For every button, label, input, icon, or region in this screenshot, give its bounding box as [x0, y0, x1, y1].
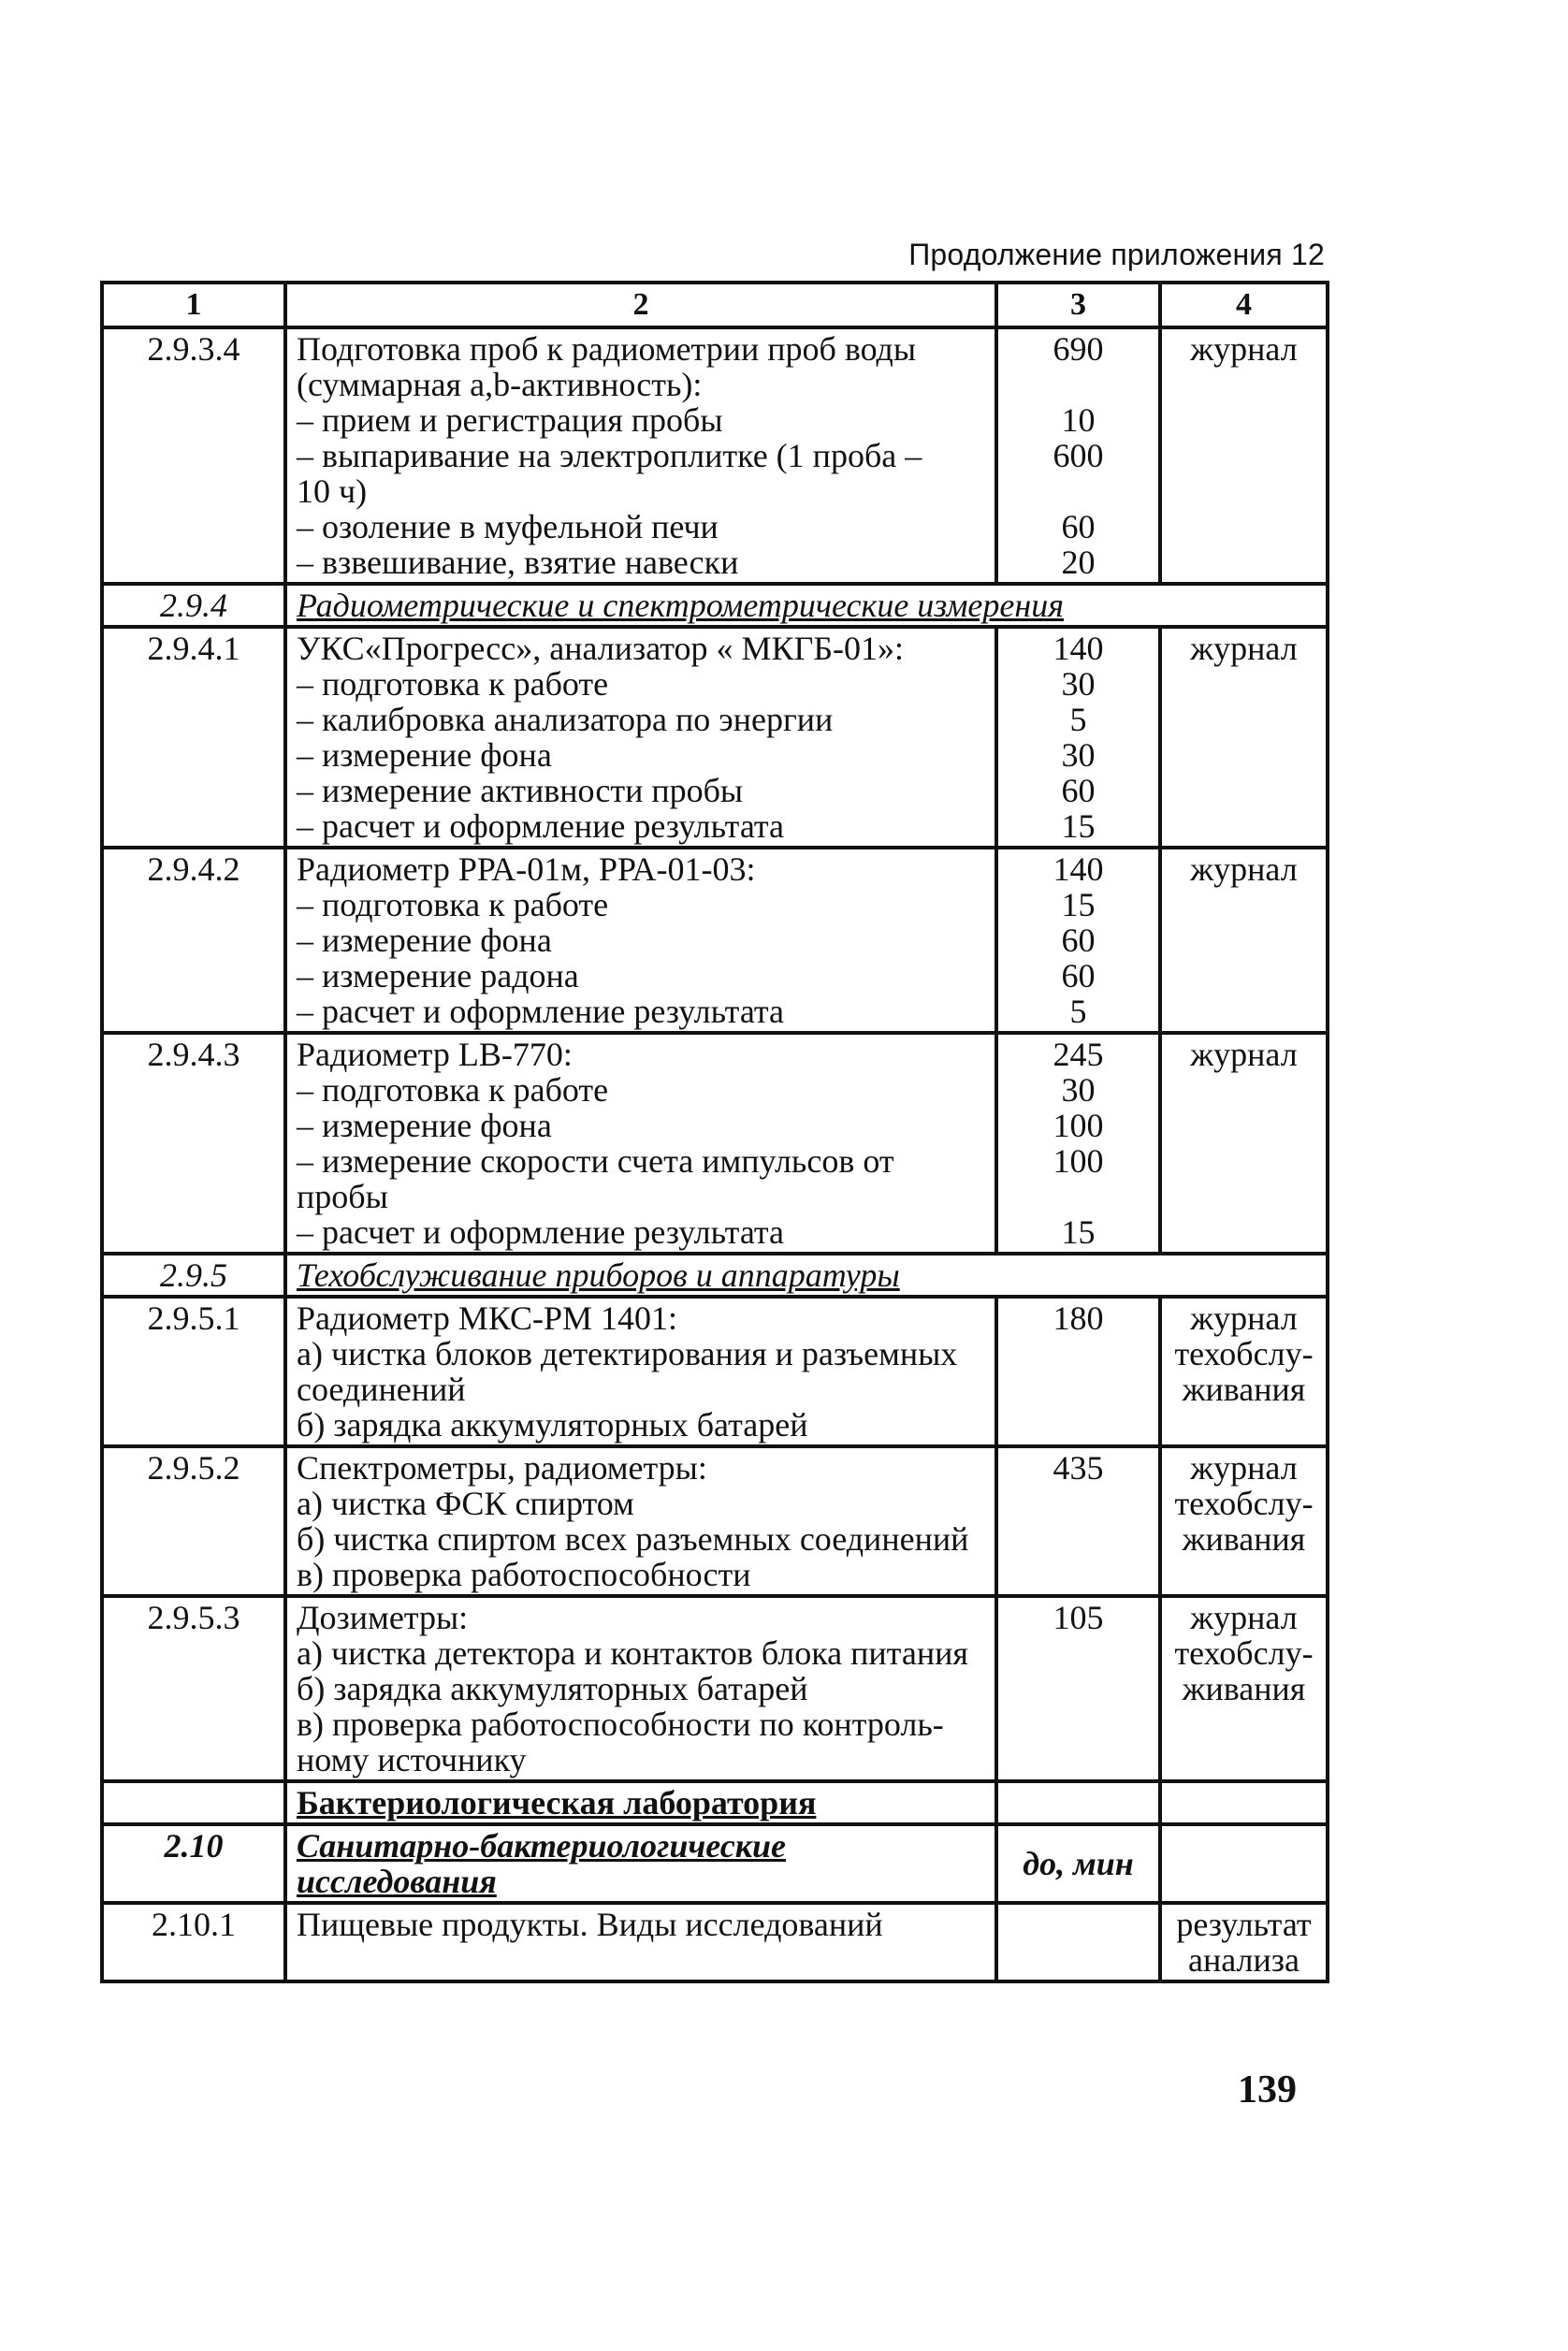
row-number-cell: [102, 1446, 285, 1596]
description-line: а) чистка детектора и контактов блока питания: [297, 1634, 968, 1672]
section-number-cell: [102, 1254, 285, 1297]
section-number: 2.9.5: [160, 1256, 227, 1294]
description-line: 10 ч): [297, 472, 368, 510]
row-number-cell: [102, 1033, 285, 1254]
time-value: [1008, 1706, 1149, 1742]
unit-label: до, мин: [1023, 1845, 1134, 1882]
time-value: [1008, 1336, 1149, 1371]
result-line: техобслу-: [1174, 1485, 1314, 1522]
time-cell: [996, 848, 1160, 1033]
table-row: [102, 1446, 1328, 1596]
time-value: 20: [1061, 544, 1096, 581]
time-value: [1008, 1407, 1149, 1443]
time-value: [1008, 1907, 1149, 1942]
time-value: 10: [1061, 401, 1096, 439]
table-row: [102, 848, 1328, 1033]
row-number-cell: [102, 627, 285, 848]
time-cell: [996, 1903, 1160, 1981]
description-line: УКС«Прогресс», анализатор « МКГБ-01»:: [297, 630, 905, 667]
description-line: – подготовка к работе: [297, 1071, 609, 1109]
time-value: [1008, 1671, 1149, 1706]
result-cell: [1160, 1903, 1328, 1981]
time-value: 180: [1053, 1299, 1104, 1337]
time-value: 30: [1061, 1071, 1096, 1109]
time-value: 435: [1053, 1449, 1104, 1487]
result-line: техобслу-: [1174, 1335, 1314, 1372]
work-norms-table: [100, 281, 1329, 1983]
result-cell: [1160, 327, 1328, 584]
table-row: [102, 1903, 1328, 1981]
result-line: журнал: [1190, 850, 1298, 888]
column-header: 2: [285, 283, 996, 327]
section-title-cell: [285, 584, 1328, 627]
description-line: б) зарядка аккумуляторных батарей: [297, 1670, 808, 1707]
time-value: 15: [1061, 1213, 1096, 1251]
time-cell: [996, 627, 1160, 848]
description-line: Радиометр МКС-РМ 1401:: [297, 1299, 677, 1337]
description-line: а) чистка ФСК спиртом: [297, 1485, 634, 1522]
row-number: 2.9.5.2: [147, 1449, 240, 1487]
result-line: результат: [1176, 1906, 1312, 1943]
time-value: 100: [1053, 1142, 1104, 1180]
description-line: ному источнику: [297, 1741, 527, 1778]
row-number-cell: [102, 1596, 285, 1781]
description-line: Спектрометры, радиометры:: [297, 1449, 707, 1487]
empty-cell: [1160, 1824, 1328, 1903]
section-number-cell: [102, 1824, 285, 1903]
time-value: [1008, 1179, 1149, 1214]
section-number-cell: [102, 584, 285, 627]
result-cell: [1160, 627, 1328, 848]
time-value: 105: [1053, 1599, 1104, 1636]
row-number: 2.9.4.3: [147, 1036, 240, 1073]
row-number: 2.9.5.1: [147, 1299, 240, 1337]
result-cell: [1160, 1297, 1328, 1446]
row-number: 2.9.4.2: [147, 850, 240, 888]
row-number: 2.10.1: [152, 1906, 236, 1943]
description-line: – подготовка к работе: [297, 665, 609, 703]
time-value: 30: [1061, 736, 1096, 774]
section-row: [102, 584, 1328, 627]
description-line: – измерение фона: [297, 1107, 552, 1144]
time-value: 100: [1053, 1107, 1104, 1144]
row-number-cell: [102, 327, 285, 584]
row-number-cell: [102, 848, 285, 1033]
section-title-cell: [285, 1824, 996, 1903]
section-row: [102, 1824, 1328, 1903]
time-value: 140: [1053, 850, 1104, 888]
description-cell: [285, 1903, 996, 1981]
time-value: 60: [1061, 922, 1096, 959]
description-line: – озоление в муфельной печи: [297, 508, 719, 545]
table-row: [102, 1033, 1328, 1254]
description-line: – измерение активности пробы: [297, 772, 744, 809]
section-title-line: Санитарно-бактериологические: [297, 1827, 787, 1865]
time-value: 60: [1061, 957, 1096, 994]
description-cell: [285, 1297, 996, 1446]
time-value: [1008, 1635, 1149, 1671]
description-line: – расчет и оформление результата: [297, 807, 785, 845]
result-cell: [1160, 1033, 1328, 1254]
result-line: журнал: [1190, 1599, 1298, 1636]
time-value: [1008, 1742, 1149, 1778]
result-line: журнал: [1190, 1036, 1298, 1073]
column-header: 3: [996, 283, 1160, 327]
result-line: анализа: [1188, 1941, 1299, 1979]
description-line: (суммарная a,b-активность):: [297, 366, 703, 403]
description-line: – измерение фона: [297, 922, 552, 959]
result-cell: [1160, 1596, 1328, 1781]
result-line: живания: [1182, 1670, 1306, 1707]
time-value: 60: [1061, 508, 1096, 545]
row-number-cell: [102, 1297, 285, 1446]
time-value: [1008, 1521, 1149, 1557]
time-value: 245: [1053, 1036, 1104, 1073]
section-title-line: исследования: [297, 1863, 497, 1900]
description-line: б) зарядка аккумуляторных батарей: [297, 1406, 808, 1444]
description-line: Радиометр РРА-01м, РРА-01-03:: [297, 850, 756, 888]
section-number: 2.9.4: [160, 587, 227, 624]
result-line: журнал: [1190, 1299, 1298, 1337]
laboratory-heading-row: [102, 1781, 1328, 1824]
description-cell: [285, 1596, 996, 1781]
description-line: – расчет и оформление результата: [297, 1213, 785, 1251]
result-line: журнал: [1190, 330, 1298, 368]
table-row: [102, 327, 1328, 584]
time-value: 5: [1069, 701, 1087, 738]
table-row: [102, 1596, 1328, 1781]
description-line: Радиометр LB-770:: [297, 1036, 573, 1073]
description-line: б) чистка спиртом всех разъемных соединений: [297, 1520, 969, 1558]
time-value: [1008, 1371, 1149, 1407]
result-line: живания: [1182, 1371, 1306, 1408]
result-line: журнал: [1190, 1449, 1298, 1487]
description-cell: [285, 627, 996, 848]
description-line: – измерение скорости счета импульсов от: [297, 1142, 894, 1180]
description-line: – измерение фона: [297, 736, 552, 774]
description-line: соединений: [297, 1371, 466, 1408]
description-line: – выпаривание на электроплитке (1 проба –: [297, 437, 922, 474]
description-line: в) проверка работоспособности по контроль-: [297, 1705, 944, 1743]
description-line: а) чистка блоков детектирования и разъемных: [297, 1335, 958, 1372]
description-line: Пищевые продукты. Виды исследований: [297, 1906, 883, 1943]
time-cell: [996, 1596, 1160, 1781]
description-line: – прием и регистрация пробы: [297, 401, 723, 439]
section-number: 2.10: [164, 1827, 224, 1865]
table-row: [102, 1297, 1328, 1446]
time-value: 140: [1053, 630, 1104, 667]
row-number: 2.9.4.1: [147, 630, 240, 667]
time-value: 60: [1061, 772, 1096, 809]
row-number: 2.9.3.4: [147, 330, 240, 368]
table-row: [102, 627, 1328, 848]
time-value: 690: [1053, 330, 1104, 368]
time-value: 15: [1061, 886, 1096, 923]
column-header: 4: [1160, 283, 1328, 327]
section-title: Техобслуживание приборов и аппаратуры: [297, 1256, 900, 1294]
row-number-cell: [102, 1903, 285, 1981]
time-value: [1008, 367, 1149, 402]
empty-cell: [996, 1781, 1160, 1824]
description-line: – расчет и оформление результата: [297, 993, 785, 1030]
laboratory-title: Бактериологическая лаборатория: [297, 1784, 817, 1821]
time-cell: [996, 1033, 1160, 1254]
description-line: Дозиметры:: [297, 1599, 469, 1636]
time-value: [1008, 473, 1149, 509]
description-line: в) проверка работоспособности: [297, 1556, 751, 1593]
result-line: журнал: [1190, 630, 1298, 667]
time-cell: [996, 1297, 1160, 1446]
result-cell: [1160, 1446, 1328, 1596]
description-cell: [285, 327, 996, 584]
description-cell: [285, 848, 996, 1033]
time-cell: [996, 1446, 1160, 1596]
column-header: 1: [102, 283, 285, 327]
time-value: [1008, 1557, 1149, 1592]
description-line: пробы: [297, 1178, 388, 1215]
description-line: Подготовка проб к радиометрии проб воды: [297, 330, 917, 368]
time-value: [1008, 1486, 1149, 1521]
description-cell: [285, 1033, 996, 1254]
time-value: 600: [1053, 437, 1104, 474]
column-header-row: [102, 283, 1328, 327]
description-cell: [285, 1446, 996, 1596]
unit-cell: [996, 1824, 1160, 1903]
laboratory-title-cell: [285, 1781, 996, 1824]
time-cell: [996, 327, 1160, 584]
description-line: – подготовка к работе: [297, 886, 609, 923]
empty-cell: [1160, 1781, 1328, 1824]
continuation-header: Продолжение приложения 12: [908, 238, 1325, 271]
time-value: 30: [1061, 665, 1096, 703]
page-number: 139: [1238, 2068, 1297, 2112]
result-line: техобслу-: [1174, 1634, 1314, 1672]
description-line: – взвешивание, взятие навески: [297, 544, 739, 581]
section-row: [102, 1254, 1328, 1297]
section-title-cell: [285, 1254, 1328, 1297]
description-line: – измерение радона: [297, 957, 579, 994]
time-value: 15: [1061, 807, 1096, 845]
description-line: – калибровка анализатора по энергии: [297, 701, 834, 738]
result-cell: [1160, 848, 1328, 1033]
row-number: 2.9.5.3: [147, 1599, 240, 1636]
empty-cell: [102, 1781, 285, 1824]
section-title: Радиометрические и спектрометрические измерения: [297, 587, 1064, 624]
result-line: живания: [1182, 1520, 1306, 1558]
time-value: 5: [1069, 993, 1087, 1030]
